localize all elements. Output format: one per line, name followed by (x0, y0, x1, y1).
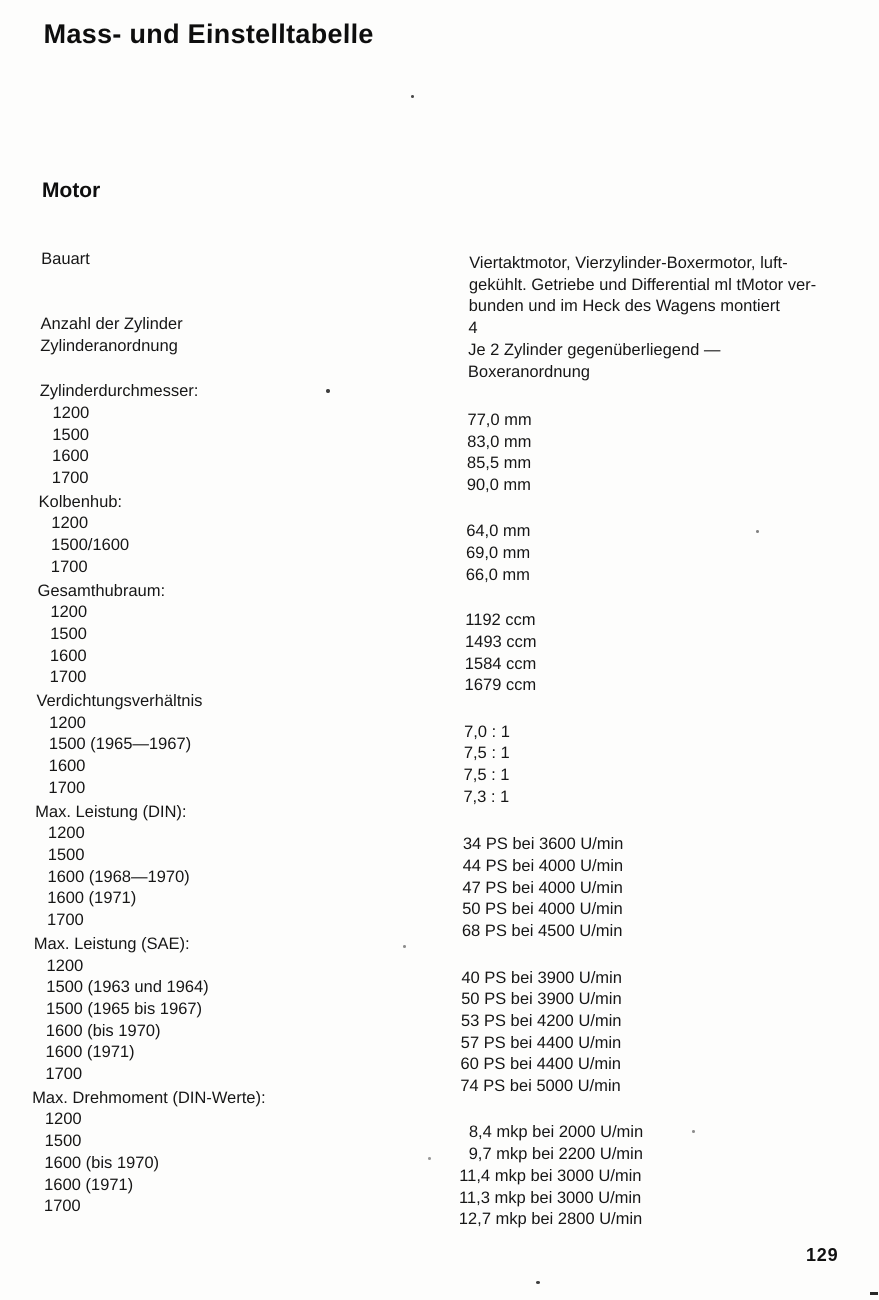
scan-artifact (536, 1281, 540, 1284)
spec-row (37, 602, 842, 630)
spec-value: 90,0 mm (466, 476, 532, 495)
spec-value: 34 PS bei 3600 U/min (462, 835, 624, 854)
spec-label: Bauart (41, 250, 90, 268)
spec-value: 11,4 mkp bei 3000 U/min (459, 1166, 642, 1185)
spec-label: 1500 (50, 624, 87, 643)
spec-label: 1200 (52, 403, 90, 422)
spec-value: 64,0 mm (466, 522, 531, 541)
page-title: Mass- und Einstelltabelle (43, 19, 374, 49)
spec-section-gesamthubraum (37, 581, 843, 695)
spec-value: 12,7 mkp bei 2800 U/min (458, 1210, 643, 1229)
spec-label: 1700 (43, 1197, 81, 1216)
spec-row (41, 249, 847, 314)
scan-artifact (756, 530, 759, 533)
spec-value: 1584 ccm (464, 654, 537, 673)
spec-label: Anzahl der Zylinder (40, 315, 183, 334)
spec-section-bauart (40, 249, 846, 379)
spec-label: 1600 (1968—1970) (47, 867, 190, 886)
spec-row (40, 336, 845, 379)
spec-section-max-leistung-din (34, 802, 840, 941)
spec-label: 1200 (49, 713, 86, 732)
spec-value: 66,0 mm (465, 565, 531, 584)
spec-value: 47 PS bei 4000 U/min (462, 878, 624, 897)
spec-label: 1600 (51, 447, 89, 466)
spec-table (31, 249, 846, 1229)
spec-value: Viertaktmotor, Vierzylinder-Boxermotor, luft- gekühlt. Getriebe und Differential ml tMotor ver- bunden und im Heck des Wagens montiert (468, 254, 817, 316)
spec-label: 1600 (bis 1970) (44, 1153, 160, 1172)
spec-label: 1600 (1971) (44, 1175, 134, 1194)
spec-section-header: Max. Leistung (DIN): (35, 802, 187, 821)
scan-artifact (411, 95, 414, 98)
spec-value: 50 PS bei 4000 U/min (462, 900, 623, 919)
spec-section-verdichtungsverhaeltnis (35, 691, 841, 806)
spec-label: 1500 (1963 und 1964) (46, 978, 209, 997)
spec-value: 1493 ccm (464, 632, 537, 651)
spec-value: 4 (468, 319, 478, 338)
spec-section-kolbenhub (38, 492, 844, 584)
spec-row (36, 713, 841, 741)
spec-value: 74 PS bei 5000 U/min (460, 1077, 621, 1096)
spec-label: 1500 (44, 1132, 82, 1151)
spec-label: 1600 (1971) (47, 889, 137, 908)
spec-section-header: Verdichtungsverhältnis (36, 692, 203, 711)
spec-label: 1600 (bis 1970) (45, 1021, 161, 1040)
spec-label: 1200 (47, 824, 85, 843)
spec-label: 1700 (49, 668, 87, 687)
spec-label: 1500 (47, 845, 85, 864)
spec-row (38, 513, 843, 541)
scan-artifact (428, 1157, 431, 1160)
spec-label: 1500 (1965 bis 1967) (45, 999, 203, 1018)
spec-value: 85,5 mm (466, 454, 532, 473)
spec-value: 11,3 mkp bei 3000 U/min (458, 1188, 642, 1207)
spec-label: 1200 (51, 514, 89, 533)
page-number: 129 (806, 1245, 839, 1265)
spec-value: 7,3 : 1 (463, 787, 510, 806)
spec-row (35, 823, 840, 854)
scan-artifact (403, 945, 406, 948)
spec-label: 1600 (48, 757, 86, 776)
spec-value: 50 PS bei 3900 U/min (461, 990, 622, 1009)
spec-label: 1500 (52, 425, 90, 444)
spec-value: 7,5 : 1 (463, 766, 510, 785)
spec-row (33, 956, 838, 987)
spec-value: 68 PS bei 4500 U/min (461, 922, 623, 941)
scan-artifact (326, 389, 330, 393)
spec-value: 7,0 : 1 (463, 722, 511, 741)
spec-label: 1200 (50, 603, 88, 622)
spec-value: 7,5 : 1 (463, 744, 510, 763)
spec-label: 1700 (50, 557, 88, 576)
spec-label: 1600 (49, 646, 87, 665)
spec-value: 77,0 mm (467, 410, 532, 429)
spec-label: 1700 (48, 778, 86, 797)
spec-value: 9,7 mkp bei 2200 U/min (459, 1145, 644, 1164)
spec-label: 1200 (46, 956, 84, 975)
page-content (31, 0, 849, 1229)
spec-section-max-leistung-sae (32, 934, 839, 1096)
spec-value: 69,0 mm (465, 544, 531, 563)
spec-value: 60 PS bei 4400 U/min (460, 1055, 622, 1074)
spec-value: Je 2 Zylinder gegenüberliegend — Boxeranordnung (467, 340, 721, 381)
spec-section-header: Zylinderdurchmesser: (39, 382, 199, 401)
spec-label: 1600 (1971) (45, 1043, 135, 1062)
spec-label: 1700 (45, 1065, 83, 1084)
spec-label: 1700 (51, 469, 89, 488)
spec-label: 1500 (1965—1967) (48, 735, 192, 754)
spec-row (40, 314, 845, 336)
scan-artifact (692, 1130, 695, 1133)
spec-label: Zylinderanordnung (40, 336, 178, 355)
spec-section-header: Kolbenhub: (38, 492, 123, 511)
spec-value: 57 PS bei 4400 U/min (460, 1033, 622, 1052)
spec-row (39, 403, 844, 429)
spec-section-header: Gesamthubraum: (37, 581, 166, 600)
spec-value: 8,4 mkp bei 2000 U/min (459, 1123, 644, 1142)
spec-value: 1679 ccm (464, 676, 537, 695)
spec-value: 44 PS bei 4000 U/min (462, 856, 624, 875)
spec-section-zylinderdurchmesser (39, 381, 845, 495)
spec-label: 1700 (46, 911, 84, 930)
spec-value: 1192 ccm (465, 611, 536, 630)
spec-label: 1200 (44, 1110, 82, 1129)
scan-artifact (870, 1292, 878, 1295)
spec-value: 83,0 mm (467, 432, 532, 451)
spec-value: 40 PS bei 3900 U/min (461, 968, 623, 987)
spec-section-max-drehmoment (31, 1088, 837, 1229)
spec-value: 53 PS bei 4200 U/min (460, 1011, 622, 1030)
spec-label: 1500/1600 (51, 536, 130, 555)
spec-section-header: Max. Leistung (SAE): (33, 934, 190, 953)
section-heading: Motor (41, 179, 101, 202)
spec-section-header: Max. Drehmoment (DIN-Werte): (32, 1088, 266, 1107)
